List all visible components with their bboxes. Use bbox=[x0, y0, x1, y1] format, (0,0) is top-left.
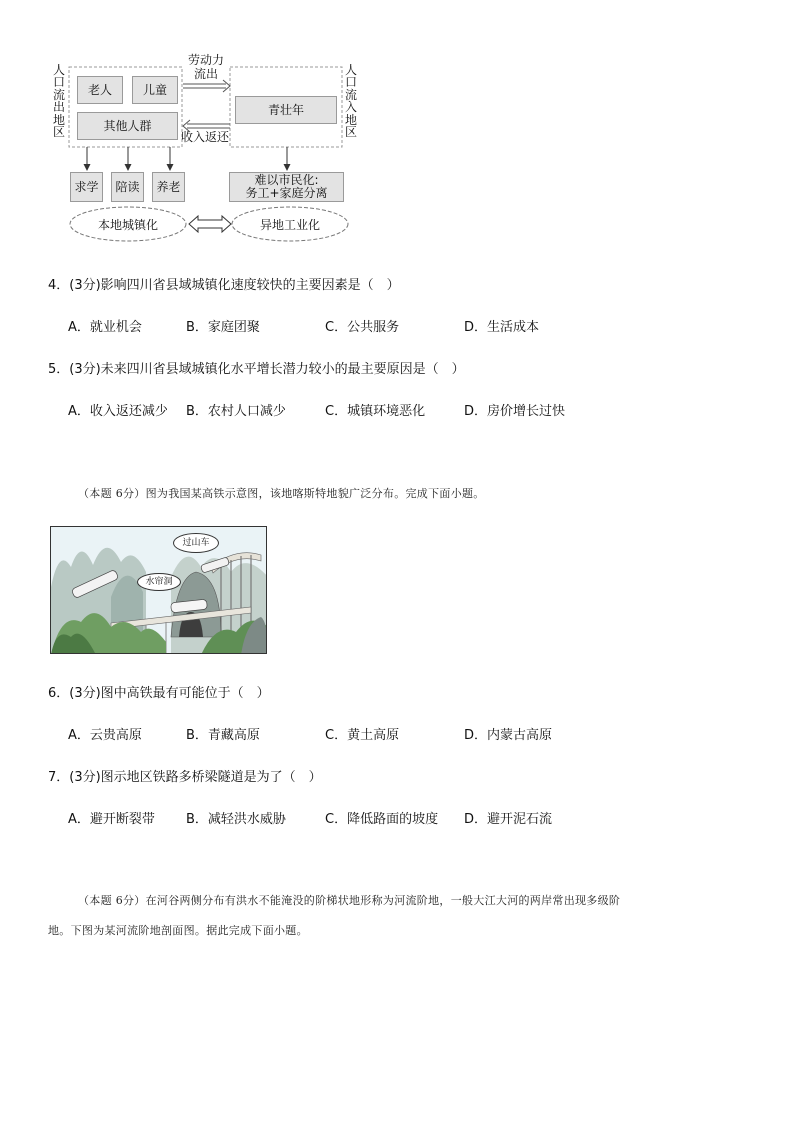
remote-industrialization-label: 异地工业化 bbox=[259, 218, 320, 232]
rail-section-intro: （本题 6分）图为我国某高铁示意图，该地喀斯特地貌广泛分布。完成下面小题。 bbox=[78, 487, 485, 500]
question-7-stem: 7．(3分)图示地区铁路多桥梁隧道是为了（ ） bbox=[48, 770, 322, 785]
option-b[interactable]: B．农村人口减少 bbox=[186, 404, 286, 419]
terrace-section-intro-line2: 地。下图为某河流阶地剖面图。据此完成下面小题。 bbox=[48, 924, 308, 937]
option-c[interactable]: C．黄土高原 bbox=[325, 728, 400, 743]
option-d[interactable]: D．避开泥石流 bbox=[464, 812, 553, 827]
outflow-region-label: 人 口 流 出 地 区 bbox=[52, 63, 65, 139]
bubble-mountain-car: 过山车 bbox=[173, 533, 219, 553]
elder-care-box: 养老 bbox=[152, 172, 185, 202]
bubble-water-cave: 水帘洞 bbox=[137, 573, 181, 591]
diagram-lines bbox=[0, 0, 400, 250]
option-c[interactable]: C．城镇环境恶化 bbox=[325, 404, 426, 419]
question-5-stem: 5．(3分)未来四川省县域城镇化水平增长潜力较小的最主要原因是（ ） bbox=[48, 362, 465, 377]
inflow-region-label: 人 口 流 入 地 区 bbox=[344, 63, 357, 139]
young-adults-box: 青壮年 bbox=[235, 96, 337, 124]
terrace-section-intro-line1: （本题 6分）在河谷两侧分布有洪水不能淹没的阶梯状地形称为河流阶地，一般大江大河的两岸常出现多级阶 bbox=[78, 894, 621, 907]
study-box: 求学 bbox=[70, 172, 103, 202]
accompany-box: 陪读 bbox=[111, 172, 144, 202]
option-c[interactable]: C．公共服务 bbox=[325, 320, 400, 335]
option-d[interactable]: D．房价增长过快 bbox=[464, 404, 566, 419]
labor-outflow-label: 劳动力 流出 bbox=[187, 53, 224, 81]
children-box: 儿童 bbox=[132, 76, 178, 104]
question-6-stem: 6．(3分)图中高铁最有可能位于（ ） bbox=[48, 686, 270, 701]
income-return-label: 收入返还 bbox=[181, 130, 230, 144]
option-b[interactable]: B．减轻洪水威胁 bbox=[186, 812, 286, 827]
option-c[interactable]: C．降低路面的坡度 bbox=[325, 812, 439, 827]
others-box: 其他人群 bbox=[77, 112, 178, 140]
option-a[interactable]: A．就业机会 bbox=[68, 320, 142, 335]
option-d[interactable]: D．内蒙古高原 bbox=[464, 728, 553, 743]
question-4-stem: 4．(3分)影响四川省县域城镇化速度较快的主要因素是（ ） bbox=[48, 278, 400, 293]
karst-railway-illustration bbox=[50, 526, 267, 654]
option-d[interactable]: D．生活成本 bbox=[464, 320, 540, 335]
option-b[interactable]: B．家庭团聚 bbox=[186, 320, 260, 335]
local-urbanization-label: 本地城镇化 bbox=[97, 218, 158, 232]
option-a[interactable]: A．避开断裂带 bbox=[68, 812, 155, 827]
option-b[interactable]: B．青藏高原 bbox=[186, 728, 260, 743]
hard-citizenization-box: 难以市民化: 务工+家庭分离 bbox=[229, 172, 344, 202]
option-a[interactable]: A．云贵高原 bbox=[68, 728, 142, 743]
elderly-box: 老人 bbox=[77, 76, 123, 104]
option-a[interactable]: A．收入返还减少 bbox=[68, 404, 168, 419]
